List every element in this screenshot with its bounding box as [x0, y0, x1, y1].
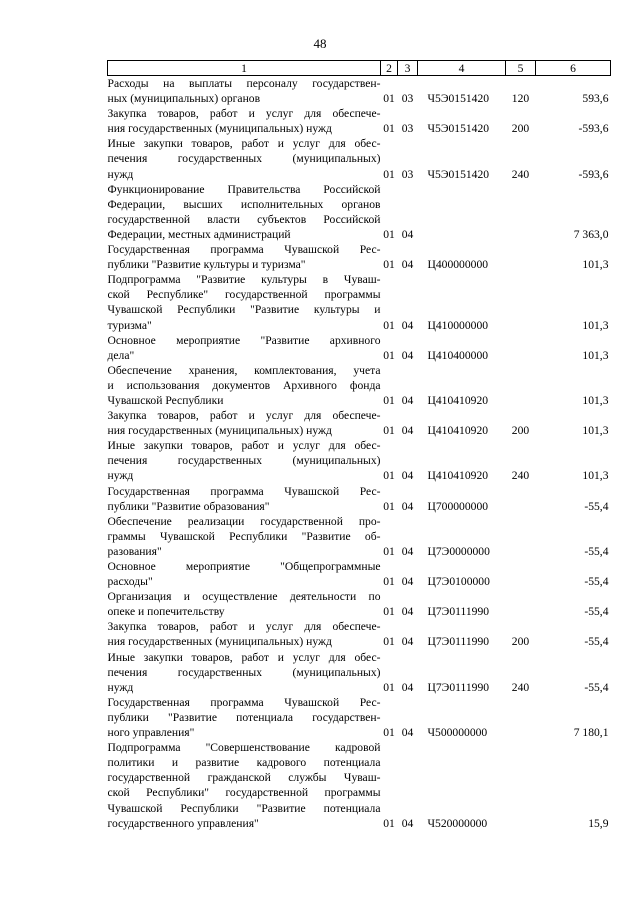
section-code: 01	[383, 499, 395, 513]
table-row	[108, 136, 611, 181]
table-row	[108, 272, 611, 332]
target-article-code: Ч500000000	[427, 726, 488, 740]
table-row	[108, 333, 611, 363]
target-article-code: Ц410410920	[427, 393, 489, 407]
row-name-line: Государственная программа Чувашской Рес-	[107, 695, 381, 709]
row-name	[108, 136, 381, 181]
expense-type-code	[506, 514, 536, 559]
table-header	[108, 61, 611, 76]
subsection-code: 04	[401, 544, 414, 558]
row-name-line: Чувашской Республики "Развитие культуры и	[107, 303, 381, 317]
row-name-line: нужд	[107, 469, 134, 483]
expense-type-code	[506, 559, 536, 589]
row-name-line: публики "Развитие потенциала государствен-	[107, 710, 381, 724]
row-name	[108, 559, 381, 589]
row-name-line: политики и развитие кадрового потенциала	[107, 756, 381, 770]
row-name	[108, 408, 381, 438]
amount: -55,4	[584, 605, 609, 619]
row-name-line: государственной гражданской службы Чуваш-	[107, 771, 381, 785]
amount: -55,4	[584, 635, 609, 649]
row-name-line: Государственная программа Чувашской Рес-	[107, 484, 381, 498]
table-row	[108, 182, 611, 242]
expense-type-code	[506, 589, 536, 619]
section-code: 01	[383, 469, 395, 483]
table-body	[108, 76, 611, 831]
header-col-1: 1	[108, 61, 381, 76]
section-code: 01	[383, 122, 395, 136]
table-row	[108, 650, 611, 695]
row-name	[108, 589, 381, 619]
section-code: 01	[383, 544, 395, 558]
expense-type-code	[506, 182, 536, 242]
row-name-line: Иные закупки товаров, работ и услуг для обес-	[107, 439, 381, 453]
amount: 7 363,0	[573, 227, 609, 241]
row-name	[108, 363, 381, 408]
target-article-code: Ц410000000	[427, 318, 489, 332]
section-code: 01	[383, 575, 395, 589]
table-row	[108, 76, 611, 107]
row-name-line: публики "Развитие образования"	[107, 499, 270, 513]
row-name-line: Иные закупки товаров, работ и услуг для обес-	[107, 650, 381, 664]
row-name-line: нужд	[107, 680, 134, 694]
row-name-line: Федерации, высших исполнительных органов	[107, 197, 381, 211]
target-article-code: Ц400000000	[427, 258, 489, 272]
row-name-line: Функционирование Правительства Российской	[107, 182, 381, 196]
amount: 101,3	[582, 348, 609, 362]
row-name-line: государственного управления"	[107, 816, 259, 830]
row-name	[108, 514, 381, 559]
row-name-line: ния государственных (муниципальных) нужд	[107, 424, 332, 438]
target-article-code: Ц7Э0100000	[427, 575, 490, 589]
row-name-line: граммы Чувашской Республики "Развитие об-	[107, 529, 381, 543]
row-name	[108, 740, 381, 831]
subsection-code: 04	[401, 318, 414, 332]
amount: 101,3	[582, 424, 609, 438]
row-name-line: Обеспечение хранения, комплектования, учета	[107, 363, 381, 377]
amount: -55,4	[584, 575, 609, 589]
expense-type-code: 200	[511, 424, 530, 438]
subsection-code: 03	[401, 167, 414, 181]
section-code: 01	[383, 318, 395, 332]
budget-table	[107, 60, 611, 831]
table-row	[108, 408, 611, 438]
row-name-line: публики "Развитие культуры и туризма"	[107, 258, 306, 272]
target-article-code: Ц7Э0111990	[427, 680, 490, 694]
row-name	[108, 182, 381, 242]
row-name-line: разования"	[107, 544, 162, 558]
page-number: 48	[313, 36, 327, 51]
table-row	[108, 438, 611, 483]
section-code: 01	[383, 635, 395, 649]
section-code: 01	[383, 605, 395, 619]
expense-type-code	[506, 272, 536, 332]
header-col-2: 2	[381, 61, 398, 76]
target-article-code: Ц410410920	[427, 469, 489, 483]
subsection-code: 03	[401, 92, 414, 106]
table-row	[108, 242, 611, 272]
subsection-code: 04	[401, 348, 414, 362]
row-name-line: Подпрограмма "Совершенствование кадровой	[107, 741, 381, 755]
amount: 15,9	[588, 816, 609, 830]
amount: -55,4	[584, 680, 609, 694]
amount: 101,3	[582, 318, 609, 332]
section-code: 01	[383, 348, 395, 362]
row-name-line: Основное мероприятие "Развитие архивного	[107, 333, 381, 347]
target-article-code: Ч5Э0151420	[427, 122, 490, 136]
table-row	[108, 740, 611, 831]
subsection-code: 04	[401, 635, 414, 649]
expense-type-code	[506, 695, 536, 740]
row-name-line: Обеспечение реализации государственной про-	[107, 514, 381, 528]
table-row	[108, 589, 611, 619]
row-name-line: печения государственных (муниципальных)	[107, 665, 381, 679]
subsection-code: 03	[401, 122, 414, 136]
expense-type-code: 200	[511, 635, 530, 649]
row-name-line: ния государственных (муниципальных) нужд	[107, 635, 332, 649]
subsection-code: 04	[401, 469, 414, 483]
subsection-code: 04	[401, 499, 414, 513]
row-name-line: Федерации, местных администраций	[107, 227, 291, 241]
row-name-line: расходы"	[107, 575, 153, 589]
row-name-line: опеке и попечительству	[107, 605, 225, 619]
row-name-line: Расходы на выплаты персоналу государствен-	[107, 77, 381, 90]
section-code: 01	[383, 227, 395, 241]
header-col-5: 5	[506, 61, 536, 76]
expense-type-code	[506, 484, 536, 514]
expense-type-code	[506, 242, 536, 272]
row-name	[108, 619, 381, 649]
row-name-line: Государственная программа Чувашской Рес-	[107, 243, 381, 257]
row-name-line: дела"	[107, 348, 135, 362]
target-article-code: Ц700000000	[427, 499, 489, 513]
target-article-code: Ц7Э0111990	[427, 605, 490, 619]
amount: 101,3	[582, 258, 609, 272]
row-name-line: печения государственных (муниципальных)	[107, 454, 381, 468]
subsection-code: 04	[401, 393, 414, 407]
row-name	[108, 438, 381, 483]
subsection-code: 04	[401, 726, 414, 740]
target-article-code	[418, 182, 506, 242]
row-name-line: и использования документов Архивного фонда	[107, 378, 381, 392]
row-name-line: ния государственных (муниципальных) нужд	[107, 122, 332, 136]
amount: -55,4	[584, 499, 609, 513]
section-code: 01	[383, 726, 395, 740]
row-name-line: Чувашской Республики "Развитие потенциала	[107, 801, 381, 815]
row-name-line: Закупка товаров, работ и услуг для обеспече-	[107, 620, 381, 634]
table-row	[108, 695, 611, 740]
subsection-code: 04	[401, 816, 414, 830]
subsection-code: 04	[401, 258, 414, 272]
amount: -593,6	[578, 167, 609, 181]
section-code: 01	[383, 92, 395, 106]
expense-type-code: 240	[511, 680, 530, 694]
row-name-line: Чувашской Республики	[107, 393, 224, 407]
row-name	[108, 695, 381, 740]
section-code: 01	[383, 393, 395, 407]
expense-type-code: 120	[511, 92, 530, 106]
expense-type-code: 200	[511, 122, 530, 136]
row-name-line: ской Республики" государственной программы	[107, 786, 381, 800]
table-row	[108, 559, 611, 589]
row-name-line: нужд	[107, 167, 134, 181]
row-name	[108, 242, 381, 272]
subsection-code: 04	[401, 575, 414, 589]
subsection-code: 04	[401, 424, 414, 438]
row-name-line: туризма"	[107, 318, 152, 332]
row-name-line: ного управления"	[107, 726, 195, 740]
target-article-code: Ц7Э0000000	[427, 544, 490, 558]
row-name	[108, 272, 381, 332]
subsection-code: 04	[401, 227, 414, 241]
amount: -593,6	[578, 122, 609, 136]
row-name-line: ных (муниципальных) органов	[107, 92, 261, 106]
row-name-line: Основное мероприятие "Общепрограммные	[107, 560, 381, 573]
subsection-code: 04	[401, 605, 414, 619]
row-name-line: ской Республике" государственной программы	[107, 288, 381, 302]
row-name-line: государственной власти субъектов Российской	[107, 212, 381, 226]
expense-type-code	[506, 333, 536, 363]
row-name-line: Иные закупки товаров, работ и услуг для обес-	[107, 137, 381, 151]
target-article-code: Ц410400000	[427, 348, 489, 362]
row-name	[108, 106, 381, 136]
target-article-code: Ч5Э0151420	[427, 92, 490, 106]
header-col-6: 6	[536, 61, 611, 76]
section-code: 01	[383, 680, 395, 694]
amount: 593,6	[582, 92, 609, 106]
amount: 101,3	[582, 393, 609, 407]
expense-type-code	[506, 740, 536, 831]
target-article-code: Ц7Э0111990	[427, 635, 490, 649]
section-code: 01	[383, 258, 395, 272]
amount: 7 180,1	[573, 726, 609, 740]
expense-type-code	[506, 363, 536, 408]
row-name	[108, 76, 381, 107]
row-name-line: Закупка товаров, работ и услуг для обеспече-	[107, 409, 381, 423]
row-name-line: Закупка товаров, работ и услуг для обеспече-	[107, 107, 381, 121]
row-name	[108, 650, 381, 695]
target-article-code: Ц410410920	[427, 424, 489, 438]
table-row	[108, 363, 611, 408]
row-name-line: печения государственных (муниципальных)	[107, 152, 381, 166]
header-col-3: 3	[398, 61, 418, 76]
header-col-4: 4	[418, 61, 506, 76]
header-row	[108, 61, 611, 76]
table-row	[108, 484, 611, 514]
expense-type-code: 240	[511, 469, 530, 483]
table-row	[108, 514, 611, 559]
expense-type-code: 240	[511, 167, 530, 181]
row-name-line: Подпрограмма "Развитие культуры в Чуваш-	[107, 273, 381, 287]
subsection-code: 04	[401, 680, 414, 694]
target-article-code: Ч5Э0151420	[427, 167, 490, 181]
section-code: 01	[383, 167, 395, 181]
table-row	[108, 619, 611, 649]
row-name-line: Организация и осуществление деятельности по	[107, 590, 381, 604]
amount: 101,3	[582, 469, 609, 483]
target-article-code: Ч520000000	[427, 816, 488, 830]
section-code: 01	[383, 816, 395, 830]
row-name	[108, 333, 381, 363]
table-row	[108, 106, 611, 136]
section-code: 01	[383, 424, 395, 438]
row-name	[108, 484, 381, 514]
amount: -55,4	[584, 544, 609, 558]
